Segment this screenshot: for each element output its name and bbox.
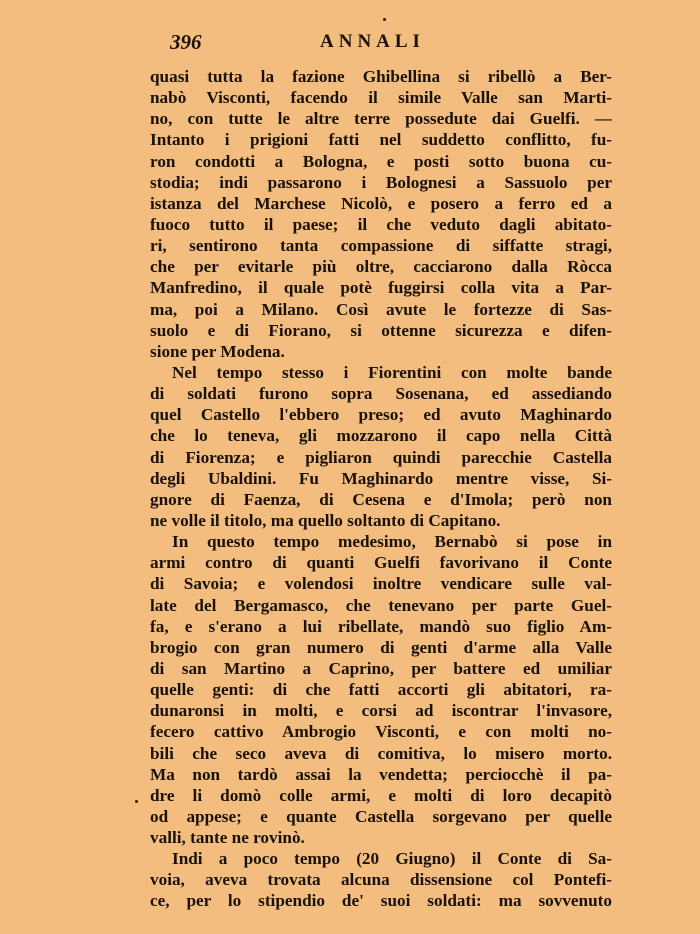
text-line: ron condotti a Bologna, e posti sotto buona cu- [150, 151, 612, 171]
text-line: di san Martino a Caprino, per battere ed umiliar [150, 658, 612, 678]
text-line: valli, tante ne rovinò. [150, 828, 305, 848]
text-line: fuoco tutto il paese; il che veduto dagli abitato- [150, 214, 612, 234]
text-line: che lo teneva, gli mozzarono il capo nella Città [150, 426, 612, 446]
text-line: Intanto i prigioni fatti nel suddetto conflitto, fu- [150, 130, 612, 150]
text-line: gnore di Faenza, di Cesena e d'Imola; però non [150, 489, 612, 509]
page-number: 396 [170, 30, 202, 54]
text-line: di Fiorenza; e pigliaron quindi parecchie Castella [150, 447, 612, 467]
running-head: ANNALI [320, 31, 425, 52]
text-line: istanza del Marchese Nicolò, e posero a ferro ed a [150, 193, 612, 213]
text-line: ri, sentirono tanta compassione di siffatte stragi, [150, 236, 612, 256]
text-line: ma, poi a Milano. Così avute le fortezze di Sas- [150, 299, 612, 319]
text-line: dre li domò colle armi, e molti di loro decapitò [150, 785, 612, 805]
text-line: no, con tutte le altre terre possedute dai Guelfi. — [150, 109, 612, 129]
text-line: ne volle il titolo, ma quello soltanto di Capitano. [150, 510, 501, 530]
ink-speck [383, 18, 386, 21]
text-line: In questo tempo medesimo, Bernabò si pose in [172, 532, 612, 552]
text-line: Indi a poco tempo (20 Giugno) il Conte di Sa- [172, 849, 612, 869]
text-line: di soldati furono sopra Sosenana, ed assediando [150, 384, 612, 404]
text-line: bili che seco aveva di comitiva, lo misero morto. [150, 743, 612, 763]
text-line: quelle genti: di che fatti accorti gli abitatori, ra- [150, 680, 612, 700]
text-line: quasi tutta la fazione Ghibellina si ribellò a Ber- [150, 67, 612, 86]
text-line: Ma non tardò assai la vendetta; perciocchè il pa- [150, 764, 612, 784]
text-line: di Savoia; e volendosi inoltre vendicare sulle val- [150, 574, 612, 594]
text-line: nabò Visconti, facendo il simile Valle san Marti- [150, 88, 612, 108]
text-line: dunaronsi in molti, e corsi ad iscontrar l'invasore, [150, 701, 612, 721]
ink-speck [135, 800, 138, 803]
text-line: stodia; indi passarono i Bolognesi a Sassuolo per [150, 172, 612, 192]
body-text [150, 66, 612, 912]
text-line: ce, per lo stipendio de' suoi soldati: ma sovvenuto [150, 891, 612, 911]
text-line: brogio con gran numero di genti d'arme alla Valle [150, 637, 612, 657]
text-line: quel Castello l'ebbero preso; ed avuto Maghinardo [150, 405, 612, 425]
text-line: sione per Modena. [150, 341, 285, 361]
text-line: od appese; e quante Castella sorgevano per quelle [150, 806, 612, 826]
text-line: armi contro di quanti Guelfi favorivano il Conte [150, 553, 612, 573]
text-line: che per evitarle più oltre, cacciarono dalla Ròcca [150, 257, 612, 277]
text-line: degli Ubaldini. Fu Maghinardo mentre visse, Si- [150, 468, 612, 488]
text-line: fa, e s'erano a lui ribellate, mandò suo figlio Am- [150, 616, 612, 636]
text-line: Nel tempo stesso i Fiorentini con molte bande [172, 362, 612, 382]
text-line: suolo e di Fiorano, si ottenne sicurezza e difen- [150, 320, 612, 340]
text-line: voia, aveva trovata alcuna dissensione col Pontefi- [150, 870, 612, 890]
page-header [150, 30, 610, 58]
text-line: Manfredino, il quale potè fuggirsi colla vita a Par- [150, 278, 612, 298]
text-line: late del Bergamasco, che tenevano per parte Guel- [150, 595, 612, 615]
text-line: fecero cattivo Ambrogio Visconti, e con molti no- [150, 722, 612, 742]
